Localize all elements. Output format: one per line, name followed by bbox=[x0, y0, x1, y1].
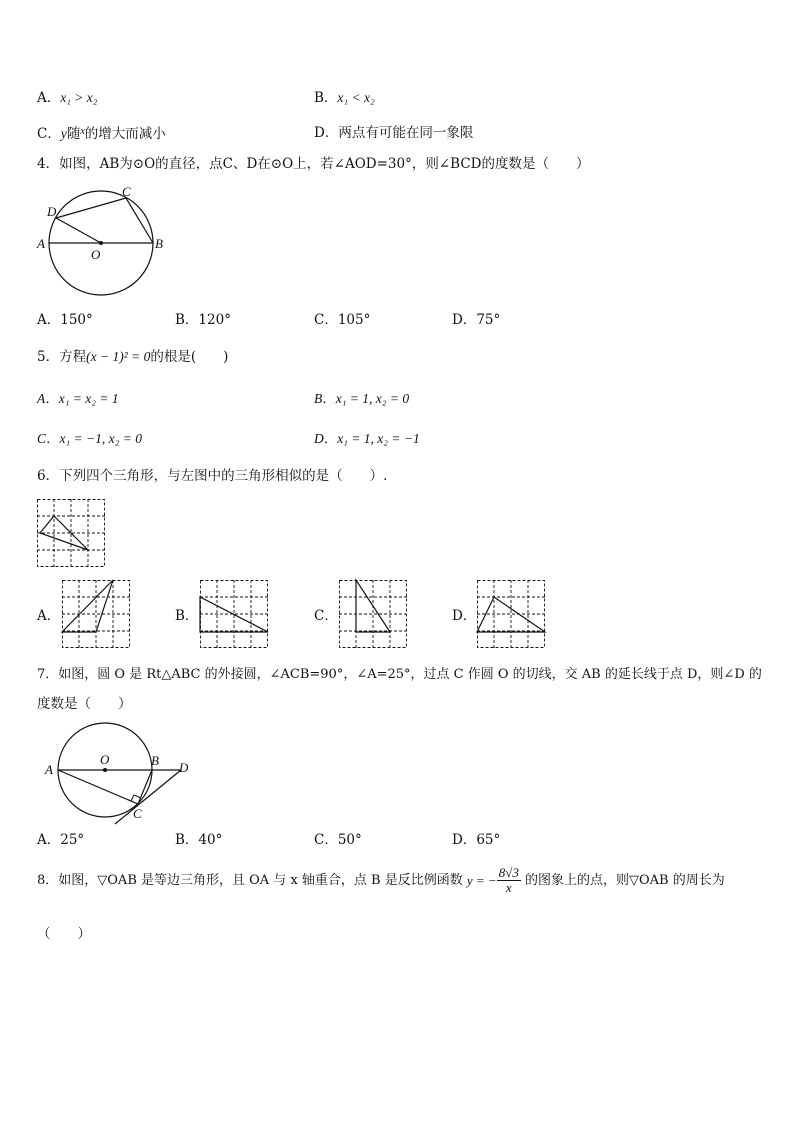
q6-option-a-grid bbox=[62, 580, 130, 648]
q4-stem: 4．如图，AB为⊙O的直径，点C、D在⊙O上，若∠AOD=30°，则∠BCD的度数是（ ） bbox=[37, 156, 590, 172]
q5-option-c: C．x₁ = −1, x₂ = 0 bbox=[37, 431, 142, 446]
q4-center-dot bbox=[99, 241, 103, 245]
q7-label-d: D bbox=[179, 760, 189, 775]
q7-figure bbox=[43, 718, 198, 828]
q6-option-d-grid bbox=[477, 580, 545, 648]
q4-label-a: A bbox=[37, 236, 45, 251]
q7-stem-line2: 度数是（ ） bbox=[37, 696, 132, 712]
q6-option-b-label: B． bbox=[175, 608, 199, 624]
q5-option-a: A．x₁ = x₂ = 1 bbox=[37, 391, 119, 406]
q3-option-b-expr: x₁ < x₂ bbox=[337, 90, 375, 105]
q6-option-a-label: A． bbox=[37, 608, 61, 624]
q7-label-b: B bbox=[151, 753, 159, 768]
q3-option-d: D．两点有可能在同一象限 bbox=[314, 125, 474, 141]
q7-option-a: A．25° bbox=[37, 832, 85, 848]
q7-tangent-cd bbox=[115, 770, 181, 824]
q6-option-d-label: D． bbox=[452, 608, 477, 624]
q4-option-d: D．75° bbox=[452, 312, 501, 328]
q3-option-c: C．y随$^x$的增大而减小 bbox=[37, 126, 166, 142]
q5-stem: 5．方程(x − 1)² = 0的根是( ) bbox=[37, 349, 229, 365]
q8-stem: 8．如图，▽OAB 是等边三角形，且 OA 与 x 轴重合，点 B 是反比例函数 y = − $\frac{8√3}{x}$ 的图象上的点，则▽OAB 的周长为 bbox=[37, 865, 725, 896]
q6-option-c-label: C． bbox=[314, 608, 338, 624]
q8-function-fraction: $\frac{8√3}{x}$ bbox=[498, 865, 519, 896]
q4-radius-od bbox=[56, 218, 101, 243]
q4-chord-dc bbox=[56, 198, 126, 218]
q7-option-b: B．40° bbox=[175, 832, 223, 848]
q7-label-c: C bbox=[133, 806, 142, 821]
q4-figure bbox=[36, 186, 166, 298]
q4-option-c: C．105° bbox=[314, 312, 371, 328]
q7-stem-line1: 7．如图，圆 O 是 Rt△ABC 的外接圆，∠ACB=90°，∠A=25°，过点 C 作圆 O 的切线，交 AB 的延长线于点 D，则∠D 的 bbox=[37, 667, 762, 682]
q7-option-d: D．65° bbox=[452, 832, 501, 848]
q7-center-dot bbox=[103, 768, 107, 772]
q7-chord-ac bbox=[58, 770, 138, 804]
q6-option-a-triangle bbox=[62, 580, 113, 632]
q8-stem-line2: （ ） bbox=[37, 926, 91, 942]
q6-reference-grid bbox=[37, 499, 105, 567]
q4-chord-cb bbox=[126, 198, 153, 243]
q8-function-lhs: y = − bbox=[466, 873, 497, 888]
q6-option-c-grid bbox=[339, 580, 407, 648]
q5-option-d: D．x₁ = 1, x₂ = −1 bbox=[314, 431, 420, 446]
q4-option-b: B．120° bbox=[175, 312, 231, 328]
q3-option-a: A．x₁ > x₂ bbox=[37, 90, 98, 106]
q5-equation: (x − 1)² = 0 bbox=[86, 349, 151, 364]
q6-stem: 6．下列四个三角形，与左图中的三角形相似的是（ ）. bbox=[37, 468, 388, 484]
q7-label-o: O bbox=[100, 752, 110, 767]
q4-label-o: O bbox=[91, 247, 101, 262]
q4-label-b: B bbox=[155, 236, 163, 251]
q4-label-d: D bbox=[47, 204, 57, 219]
q7-option-c: C．50° bbox=[314, 832, 362, 848]
q6-option-b-grid bbox=[200, 580, 268, 648]
q5-option-b: B．x₁ = 1, x₂ = 0 bbox=[314, 391, 410, 406]
q7-label-a: A bbox=[45, 762, 53, 777]
q4-label-c: C bbox=[122, 184, 131, 199]
q3-option-a-expr: x₁ > x₂ bbox=[60, 90, 98, 105]
q3-option-b: B．x₁ < x₂ bbox=[314, 90, 375, 106]
q4-option-a: A．150° bbox=[37, 312, 93, 328]
